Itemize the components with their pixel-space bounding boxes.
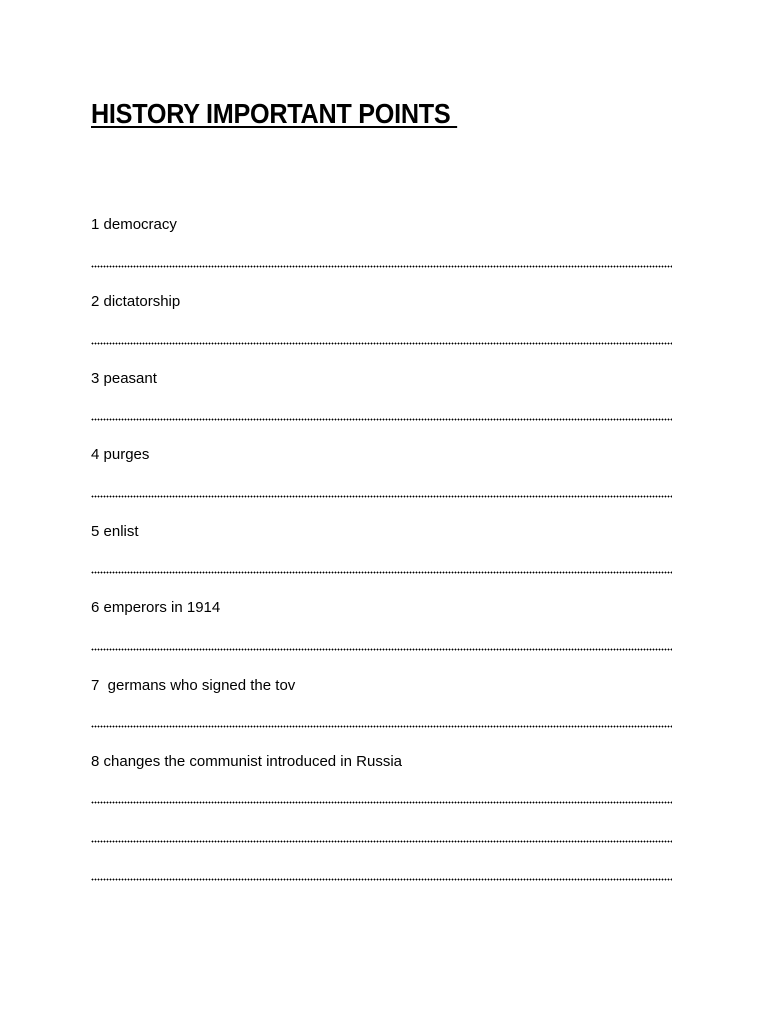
answer-line-7 [91, 725, 672, 728]
answer-line-8c [91, 878, 672, 881]
question-7: 7 germans who signed the tov [91, 677, 296, 694]
answer-line-3 [91, 418, 672, 421]
question-2: 2 dictatorship [91, 293, 181, 310]
answer-line-8b [91, 840, 672, 843]
question-4: 4 purges [91, 446, 150, 463]
answer-line-1 [91, 265, 672, 268]
question-5: 5 enlist [91, 523, 139, 540]
question-1: 1 democracy [91, 216, 177, 233]
page-title: HISTORY IMPORTANT POINTS [91, 98, 458, 129]
question-8: 8 changes the communist introduced in Russia [91, 753, 403, 770]
answer-line-2 [91, 342, 672, 345]
question-6: 6 emperors in 1914 [91, 599, 221, 616]
question-3: 3 peasant [91, 370, 157, 387]
answer-line-8a [91, 801, 672, 804]
answer-line-6 [91, 648, 672, 651]
answer-line-5 [91, 571, 672, 574]
answer-line-4 [91, 495, 672, 498]
